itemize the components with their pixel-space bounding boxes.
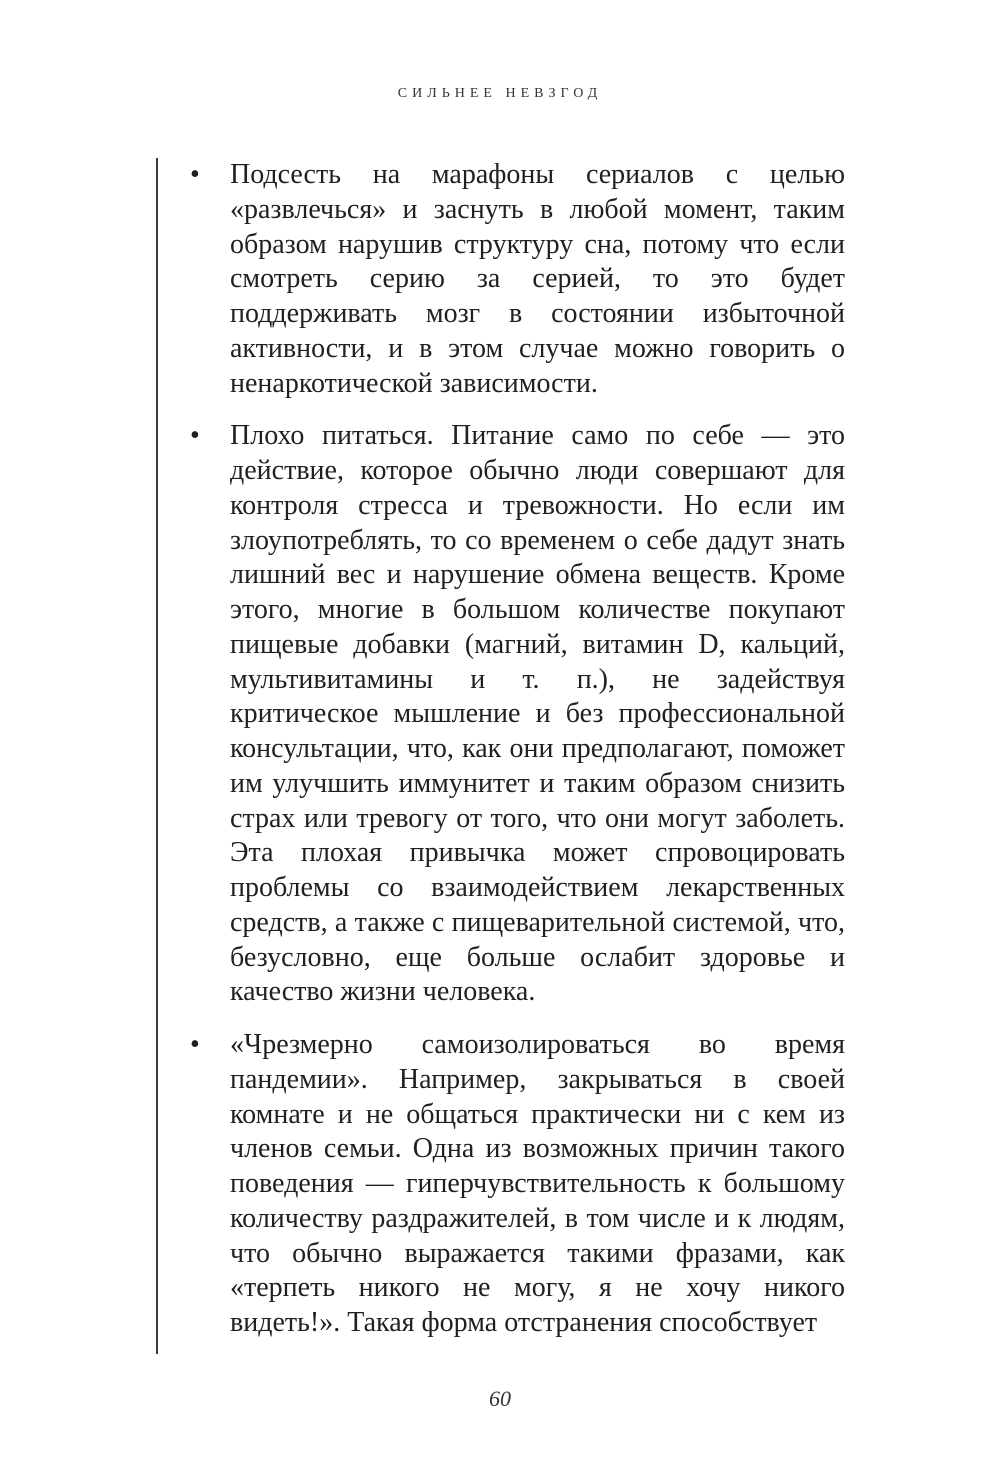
list-item-text: Плохо питаться. Питание само по себе — это действие, которое обычно люди совершают для контроля стресса и тревожности. Но если им злоупотреблять, то со временем о себе дадут знать лишний вес и нарушение обмена веществ. Кроме этого, многие в большом количестве покупают пищевые добавки (магний, витамин D, кальций, мультивитамины и т. п.), не задействуя критическое мышление и без профессиональной консультации, что, как они предполагают, поможет им улучшить иммунитет и таким образом снизить страх или тревогу от того, что они могут заболеть. Эта плохая привычка может спровоцировать проблемы со взаимодействием лекарственных средств, а также с пищеварительной системой, что, безусловно, еще больше ослабит здоровье и качество жизни человека. [230,420,845,1008]
list-item-text: Подсесть на марафоны сериалов с целью «развлечься» и заснуть в любой момент, таким образом нарушив структуру сна, потому что если смотреть серию за серией, то это будет поддерживать мозг в состоянии избыточной активности, и в этом случае можно говорить о ненаркотической зависимости. [230,159,845,399]
page-number: 60 [489,1386,511,1411]
running-title: СИЛЬНЕЕ НЕВЗГОД [397,86,603,101]
list-item [190,158,845,401]
margin-rule [156,158,158,1354]
bullet-icon: • [190,420,200,452]
list-item [190,419,845,1010]
list-item [190,1028,845,1341]
bullet-icon: • [190,1029,200,1060]
list-item-text: «Чрезмерно самоизолироваться во время пандемии». Например, закрываться в своей комнате и не общаться практически ни с кем из членов семьи. Одна из возможных причин такого поведения — гиперчувствительность к большому количеству раздражителей, в том числе и к людям, что обычно выражается такими фразами, как «терпеть никого не могу, я не хочу никого видеть!». Такая форма отстранения способствует [230,1029,845,1338]
bullet-icon: • [190,159,200,190]
bullet-list [190,158,845,1359]
